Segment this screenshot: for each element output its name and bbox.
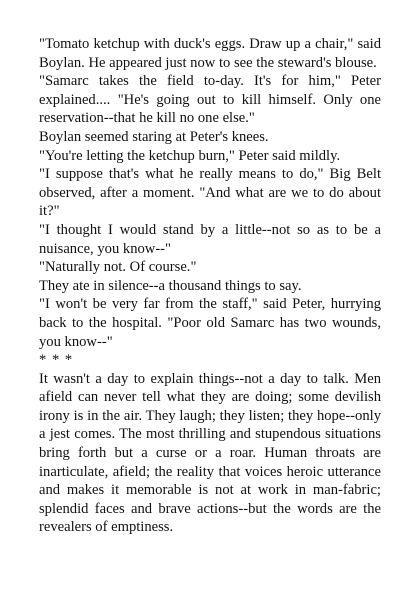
paragraph-stand-by: "I thought I would stand by a little--not so as to be a nuisance, you know--"	[39, 221, 381, 257]
section-break: * * *	[39, 352, 74, 369]
paragraph-boylan-ketchup: "Tomato ketchup with duck's eggs. Draw up a chair," said Boylan. He appeared just now to see the steward's blouse.	[39, 36, 381, 71]
paragraph-naturally-not: "Naturally not. Of course."	[39, 259, 197, 276]
paragraph-boylan-staring: Boylan seemed staring at Peter's knees.	[39, 128, 269, 145]
paragraph-big-belt-observed: "I suppose that's what he really means to do," Big Belt observed, after a moment. "And what are we to do about it?"	[39, 166, 381, 220]
paragraph-ate-in-silence: They ate in silence--a thousand things to say.	[39, 277, 302, 294]
paragraph-samarc-takes-field: "Samarc takes the field to-day. It's for him," Peter explained.... "He's going out to kill himself. Only one reservation--that he kill no one else."	[39, 73, 381, 127]
paragraph-ketchup-burn: "You're letting the ketchup burn," Peter said mildly.	[39, 147, 341, 164]
paragraph-not-a-day-to-talk: It wasn't a day to explain things--not a day to talk. Men afield can never tell what they are doing; some devilish irony is in the air. They laugh; they listen; they hope--only a jest comes. The most thrilling and stupendous situations bring forth but a curse or a roar. Human throats are inarticulate, afield; the reality that voices heroic utterance and makes it memorable is not at work in man-fabric; splendid faces and brave actions--but the words are the revealers of emptiness.	[39, 370, 381, 536]
paragraph-back-to-hospital: "I won't be very far from the staff," said Peter, hurrying back to the hospital. "Poor old Samarc has two wounds, you know--"	[39, 296, 381, 350]
document-page	[39, 35, 381, 537]
